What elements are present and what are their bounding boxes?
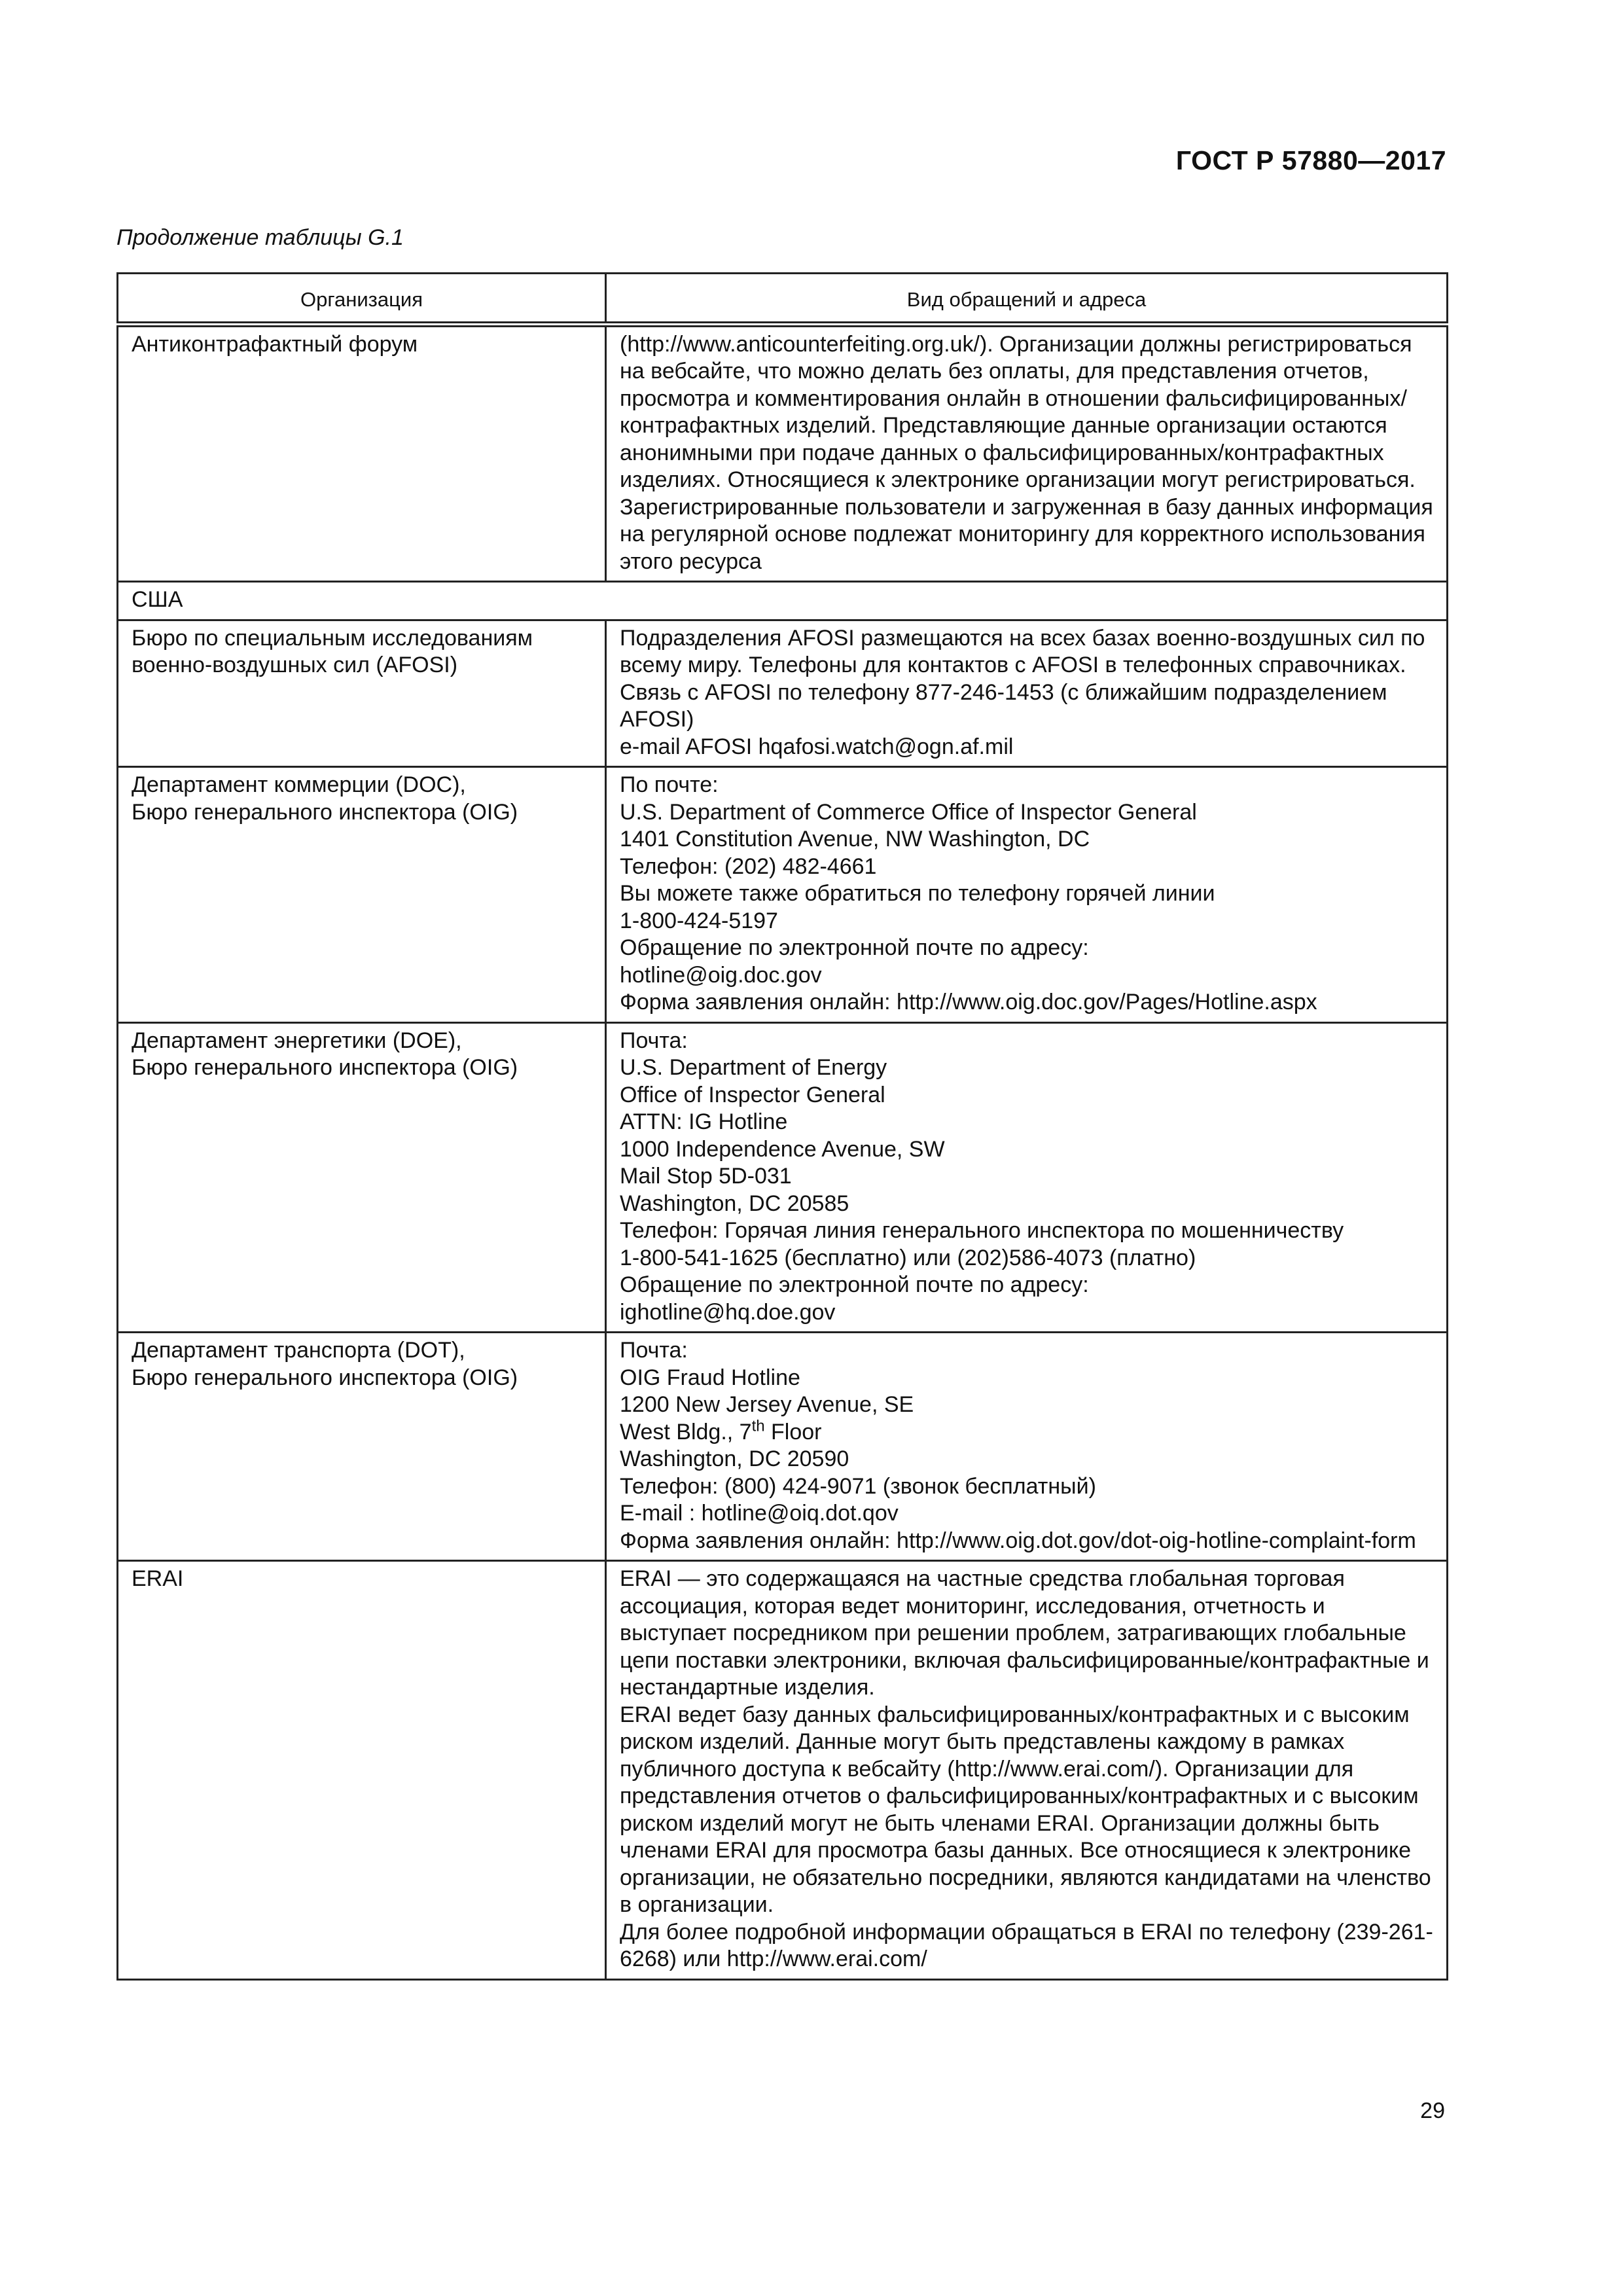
table-caption: Продолжение таблицы G.1 bbox=[116, 225, 404, 250]
table-header-row bbox=[118, 274, 1448, 325]
contact-line: Washington, DC 20590 bbox=[620, 1446, 849, 1471]
contact-line: Обращение по электронной почте по адресу: bbox=[620, 935, 1089, 960]
contact-line bbox=[620, 1419, 1433, 1446]
org-name: Департамент транспорта (DOT), bbox=[132, 1338, 465, 1363]
contact-line: Форма заявления онлайн: http://www.oig.dot.gov/dot-oig-hotline-complaint-form bbox=[620, 1528, 1416, 1553]
contacts-cell bbox=[606, 620, 1448, 767]
table-row bbox=[118, 324, 1448, 582]
contacts-cell bbox=[606, 1333, 1448, 1561]
contact-line: Mail Stop 5D-031 bbox=[620, 1164, 792, 1189]
contact-line: Washington, DC 20585 bbox=[620, 1191, 849, 1216]
floor-address-prefix: West Bldg., 7 bbox=[620, 1419, 752, 1444]
org-subdivision: Бюро генерального инспектора (OIG) bbox=[132, 799, 518, 825]
contact-line: Office of Inspector General bbox=[620, 1082, 885, 1107]
contacts-paragraph: ERAI ведет базу данных фальсифицированных/контрафактных и с высоким риском изделий. Данные могут быть представлены каждому в рамках публичного доступа к вебсайту (http://www.erai.com/). Организации для представления отчетов о фальсифицированных/контрафактных и с высоким риском изделий могут не быть членами ERAI. Организации должны быть членами ERAI для просмотра базы данных. Все относящиеся к электронике организации, не обязательно посредники, являются кандидатами на членство в организации. bbox=[620, 1702, 1431, 1917]
contact-line: hotline@oig.doc.gov bbox=[620, 962, 822, 988]
contact-line: Почта: bbox=[620, 1028, 688, 1053]
contact-line: Обращение по электронной почте по адресу: bbox=[620, 1272, 1089, 1297]
floor-address-suffix: Floor bbox=[764, 1419, 822, 1444]
contact-line: Вы можете также обратиться по телефону горячей линии bbox=[620, 881, 1215, 906]
contact-line: 1-800-541-1625 (бесплатно) или (202)586-4073 (платно) bbox=[620, 1245, 1196, 1270]
org-cell bbox=[118, 767, 606, 1023]
org-subdivision: Бюро генерального инспектора (OIG) bbox=[132, 1365, 518, 1390]
document-code: ГОСТ Р 57880—2017 bbox=[1175, 145, 1446, 175]
contact-line: 1-800-424-5197 bbox=[620, 908, 778, 933]
org-cell: ERAI bbox=[118, 1561, 606, 1980]
org-cell bbox=[118, 1022, 606, 1333]
contact-line: OIG Fraud Hotline bbox=[620, 1365, 800, 1390]
contact-line: ATTN: IG Hotline bbox=[620, 1109, 788, 1134]
contacts-cell bbox=[606, 767, 1448, 1023]
contact-line: По почте: bbox=[620, 772, 719, 797]
contact-line: 1000 Independence Avenue, SW bbox=[620, 1136, 945, 1162]
contacts-cell bbox=[606, 1561, 1448, 1980]
contact-line: 1200 New Jersey Avenue, SE bbox=[620, 1392, 914, 1417]
contacts-paragraph: Подразделения AFOSI размещаются на всех базах военно-воздушных сил по всему миру. Телефоны для контактов с AFOSI в телефонных справочниках. bbox=[620, 625, 1425, 677]
org-cell: Антиконтрафактный форум bbox=[118, 324, 606, 582]
contact-line: Телефон: (202) 482-4661 bbox=[620, 853, 877, 879]
column-header-contacts: Вид обращений и адреса bbox=[606, 274, 1448, 325]
contacts-cell bbox=[606, 1022, 1448, 1333]
contact-line: 1401 Constitution Avenue, NW Washington, DC bbox=[620, 827, 1090, 852]
section-heading-usa: США bbox=[118, 582, 1448, 620]
org-name: Департамент коммерции (DOC), bbox=[132, 772, 466, 797]
table-row bbox=[118, 1561, 1448, 1980]
table-row bbox=[118, 1022, 1448, 1333]
contact-line: ighotline@hq.doe.gov bbox=[620, 1299, 836, 1325]
contacts-paragraph: Для более подробной информации обращаться в ERAI по телефону (239-261-6268) или http://www.erai.com/ bbox=[620, 1919, 1433, 1971]
contact-line: U.S. Department of Energy bbox=[620, 1055, 887, 1080]
page-number: 29 bbox=[1420, 2098, 1445, 2123]
contacts-paragraph: Связь с AFOSI по телефону 877-246-1453 (с ближайшим подразделением AFOSI) bbox=[620, 679, 1387, 732]
column-header-organization: Организация bbox=[118, 274, 606, 325]
contact-line: Телефон: (800) 424-9071 (звонок бесплатный) bbox=[620, 1473, 1096, 1499]
contact-line: E-mail : hotline@oiq.dot.qov bbox=[620, 1501, 899, 1526]
contacts-table bbox=[116, 272, 1448, 1981]
contact-line: Телефон: Горячая линия генерального инспектора по мошенничеству bbox=[620, 1218, 1344, 1243]
contact-line: Почта: bbox=[620, 1338, 688, 1363]
section-row bbox=[118, 582, 1448, 620]
org-cell: Бюро по специальным исследованиям военно-воздушных сил (AFOSI) bbox=[118, 620, 606, 767]
ordinal-suffix: th bbox=[751, 1417, 765, 1435]
contacts-cell: (http://www.anticounterfeiting.org.uk/). Организации должны регистрироваться на вебсайте, что можно делать без оплаты, для представления отчетов, просмотра и комментирования онлайн в отношении фальсифицированных/контрафактных изделий. Представляющие данные организации остаются анонимными при подаче данных о фальсифицированных/контрафактных изделиях. Относящиеся к электронике организации могут регистрироваться. Зарегистрированные пользователи и загруженная в базу данных информация на регулярной основе подлежат мониторингу для корректного использования этого ресурса bbox=[606, 324, 1448, 582]
contact-line: U.S. Department of Commerce Office of Inspector General bbox=[620, 799, 1197, 825]
org-name: Департамент энергетики (DOE), bbox=[132, 1028, 462, 1053]
table-row bbox=[118, 620, 1448, 767]
org-cell bbox=[118, 1333, 606, 1561]
contacts-paragraph: ERAI — это содержащаяся на частные средства глобальная торговая ассоциация, которая ведет мониторинг, исследования, отчетность и выступает посредником при решении проблем, затрагивающих глобальные цепи поставки электроники, включая фальсифицированные/контрафактные и нестандартные изделия. bbox=[620, 1566, 1429, 1700]
org-subdivision: Бюро генерального инспектора (OIG) bbox=[132, 1055, 518, 1080]
contacts-email: e-mail AFOSI hqafosi.watch@ogn.af.mil bbox=[620, 734, 1014, 759]
contact-line: Форма заявления онлайн: http://www.oig.doc.gov/Pages/Hotline.aspx bbox=[620, 990, 1317, 1014]
table-row bbox=[118, 767, 1448, 1023]
table-row bbox=[118, 1333, 1448, 1561]
